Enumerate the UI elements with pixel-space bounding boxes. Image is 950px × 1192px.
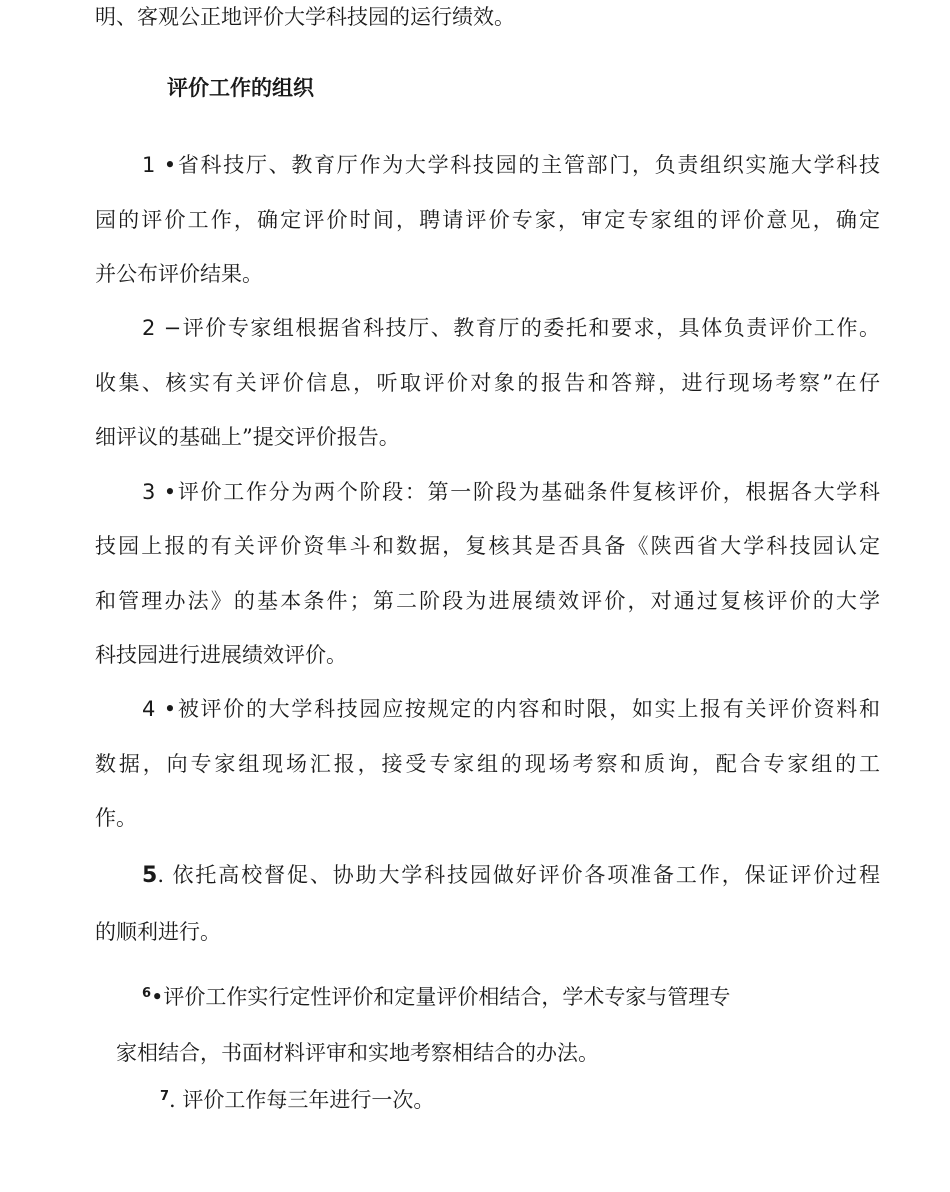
item-number: 6 xyxy=(142,986,152,1001)
section-heading: 评价工作的组织 xyxy=(167,76,314,100)
line-text: 技园上报的有关评价资隼斗和数据，复核其是否具备《陕西省大学科技园认定 xyxy=(95,534,880,558)
paragraph-3-line-4 xyxy=(95,640,880,670)
line-text: 园的评价工作，确定评价时间，聘请评价专家，审定专家组的评价意见，确定 xyxy=(95,208,880,232)
item-number: 7 xyxy=(160,1089,170,1104)
paragraph-5-line-2 xyxy=(95,917,880,947)
paragraph-2-line-1 xyxy=(142,313,880,343)
paragraph-4-line-2 xyxy=(95,749,880,779)
paragraph-1-line-2 xyxy=(95,205,880,235)
line-text: 科技园进行进展绩效评价。 xyxy=(95,643,347,667)
paragraph-6-line-1 xyxy=(142,979,730,1012)
line-text: •评价工作分为两个阶段：第一阶段为基础条件复核评价，根据各大学科 xyxy=(163,480,880,504)
line-text: −评价专家组根据省科技厅、教育厅的委托和要求，具体负责评价工作。 xyxy=(163,316,880,340)
paragraph-4-line-1 xyxy=(142,694,880,724)
paragraph-2-line-2 xyxy=(95,368,880,398)
text-line xyxy=(95,2,880,32)
line-text: •评价工作实行定性评价和定量评价相结合，学术专家与管理专 xyxy=(151,985,731,1009)
line-text: 作。 xyxy=(95,806,137,830)
paragraph-5-line-1 xyxy=(142,860,880,891)
line-text: 的顺利进行。 xyxy=(95,920,221,944)
line-text: 明、客观公正地评价大学科技园的运行绩效。 xyxy=(95,5,515,29)
paragraph-2-line-3 xyxy=(95,422,880,452)
line-text: 数据，向专家组现场汇报，接受专家组的现场考察和质询，配合专家组的工 xyxy=(95,752,880,776)
line-text: •省科技厅、教育厅作为大学科技园的主管部门，负责组织实施大学科技 xyxy=(163,153,880,177)
paragraph-3-line-1 xyxy=(142,477,880,507)
line-text: 和管理办法》的基本条件；第二阶段为进展绩效评价，对通过复核评价的大学 xyxy=(95,589,880,613)
line-text: 并公布评价结果。 xyxy=(95,262,263,286)
paragraph-6-line-2 xyxy=(116,1038,599,1068)
item-number: 2 xyxy=(142,316,156,340)
item-number: 3 xyxy=(142,480,156,504)
item-number: 4 xyxy=(142,697,156,721)
item-number: 1 xyxy=(142,153,156,177)
paragraph-4-line-3 xyxy=(95,803,880,833)
paragraph-1-line-1 xyxy=(142,150,880,180)
paragraph-3-line-3 xyxy=(95,586,880,616)
line-text: 家相结合，书面材料评审和实地考察相结合的办法。 xyxy=(116,1041,599,1065)
line-text: . 评价工作每三年进行一次。 xyxy=(169,1088,435,1112)
paragraph-3-line-2 xyxy=(95,531,880,561)
item-number: 5 xyxy=(142,863,158,888)
paragraph-7-line-1 xyxy=(160,1082,434,1115)
line-text: . 依托高校督促、协助大学科技园做好评价各项准备工作，保证评价过程 xyxy=(157,863,880,887)
line-text: 收集、核实有关评价信息，听取评价对象的报告和答辩，进行现场考察”在仔 xyxy=(95,371,880,395)
paragraph-1-line-3 xyxy=(95,259,880,289)
line-text: 细评议的基础上”提交评价报告。 xyxy=(95,425,400,449)
line-text: •被评价的大学科技园应按规定的内容和时限，如实上报有关评价资料和 xyxy=(163,697,880,721)
